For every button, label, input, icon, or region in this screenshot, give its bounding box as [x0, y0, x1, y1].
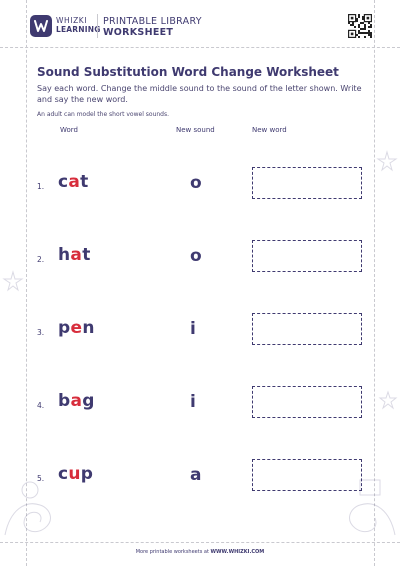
- logo-wordmark: [56, 16, 101, 34]
- starting-word: [58, 172, 89, 192]
- word-last-letter: t: [80, 172, 89, 192]
- new-sound-letter: o: [190, 246, 202, 266]
- row-number: 5.: [37, 474, 45, 483]
- logo-line-2: LEARNING: [56, 25, 101, 34]
- column-heading-new-word: New word: [252, 126, 287, 134]
- header-divider: [97, 14, 98, 38]
- new-word-answer-box[interactable]: [252, 313, 362, 345]
- row-number: 2.: [37, 255, 45, 264]
- exercise-row: [0, 457, 400, 497]
- footer-prefix: More printable worksheets at: [135, 549, 211, 555]
- new-word-answer-box[interactable]: [252, 240, 362, 272]
- new-sound-letter: o: [190, 173, 202, 193]
- word-first-letter: c: [58, 172, 69, 192]
- new-sound-letter: i: [190, 392, 196, 412]
- new-sound-letter: i: [190, 319, 196, 339]
- header-library-label: PRINTABLE LIBRARY: [103, 16, 202, 27]
- new-word-answer-box[interactable]: [252, 167, 362, 199]
- worksheet-title: Sound Substitution Word Change Worksheet: [37, 65, 339, 79]
- starting-word: [58, 318, 95, 338]
- word-middle-sound: a: [70, 391, 83, 411]
- starting-word: [58, 245, 91, 265]
- word-middle-sound: e: [70, 318, 83, 338]
- word-first-letter: b: [58, 391, 71, 411]
- adult-note: An adult can model the short vowel sounds.: [37, 111, 170, 118]
- qr-code-icon: [348, 14, 372, 38]
- whizki-logo-icon: [30, 15, 52, 37]
- word-last-letter: p: [80, 464, 94, 484]
- word-first-letter: p: [58, 318, 71, 338]
- frame-line-bottom: [0, 542, 400, 543]
- header-worksheet-label: WORKSHEET: [103, 27, 174, 38]
- row-number: 4.: [37, 401, 45, 410]
- word-last-letter: g: [82, 391, 95, 411]
- word-first-letter: h: [58, 245, 71, 265]
- exercise-row: [0, 384, 400, 424]
- word-last-letter: t: [82, 245, 91, 265]
- row-number: 1.: [37, 182, 45, 191]
- exercise-row: [0, 311, 400, 351]
- starting-word: [58, 391, 95, 411]
- new-word-answer-box[interactable]: [252, 459, 362, 491]
- new-sound-letter: a: [190, 465, 202, 485]
- header-label: [103, 16, 202, 39]
- footer-text: [0, 549, 400, 555]
- column-heading-new-sound: New sound: [176, 126, 215, 134]
- word-middle-sound: a: [70, 245, 83, 265]
- word-last-letter: n: [82, 318, 95, 338]
- exercise-row: [0, 238, 400, 278]
- frame-line-top: [0, 47, 400, 48]
- column-heading-word: Word: [60, 126, 78, 134]
- exercise-row: [0, 165, 400, 205]
- logo-line-1: WHIZKI: [56, 16, 88, 25]
- footer-site-link[interactable]: WWW.WHIZKI.COM: [210, 549, 265, 555]
- word-first-letter: c: [58, 464, 69, 484]
- new-word-answer-box[interactable]: [252, 386, 362, 418]
- worksheet-instructions: Say each word. Change the middle sound to the sound of the letter shown. Write and say the new word.: [37, 84, 362, 104]
- word-middle-sound: a: [68, 172, 81, 192]
- row-number: 3.: [37, 328, 45, 337]
- starting-word: [58, 464, 93, 484]
- word-middle-sound: u: [68, 464, 81, 484]
